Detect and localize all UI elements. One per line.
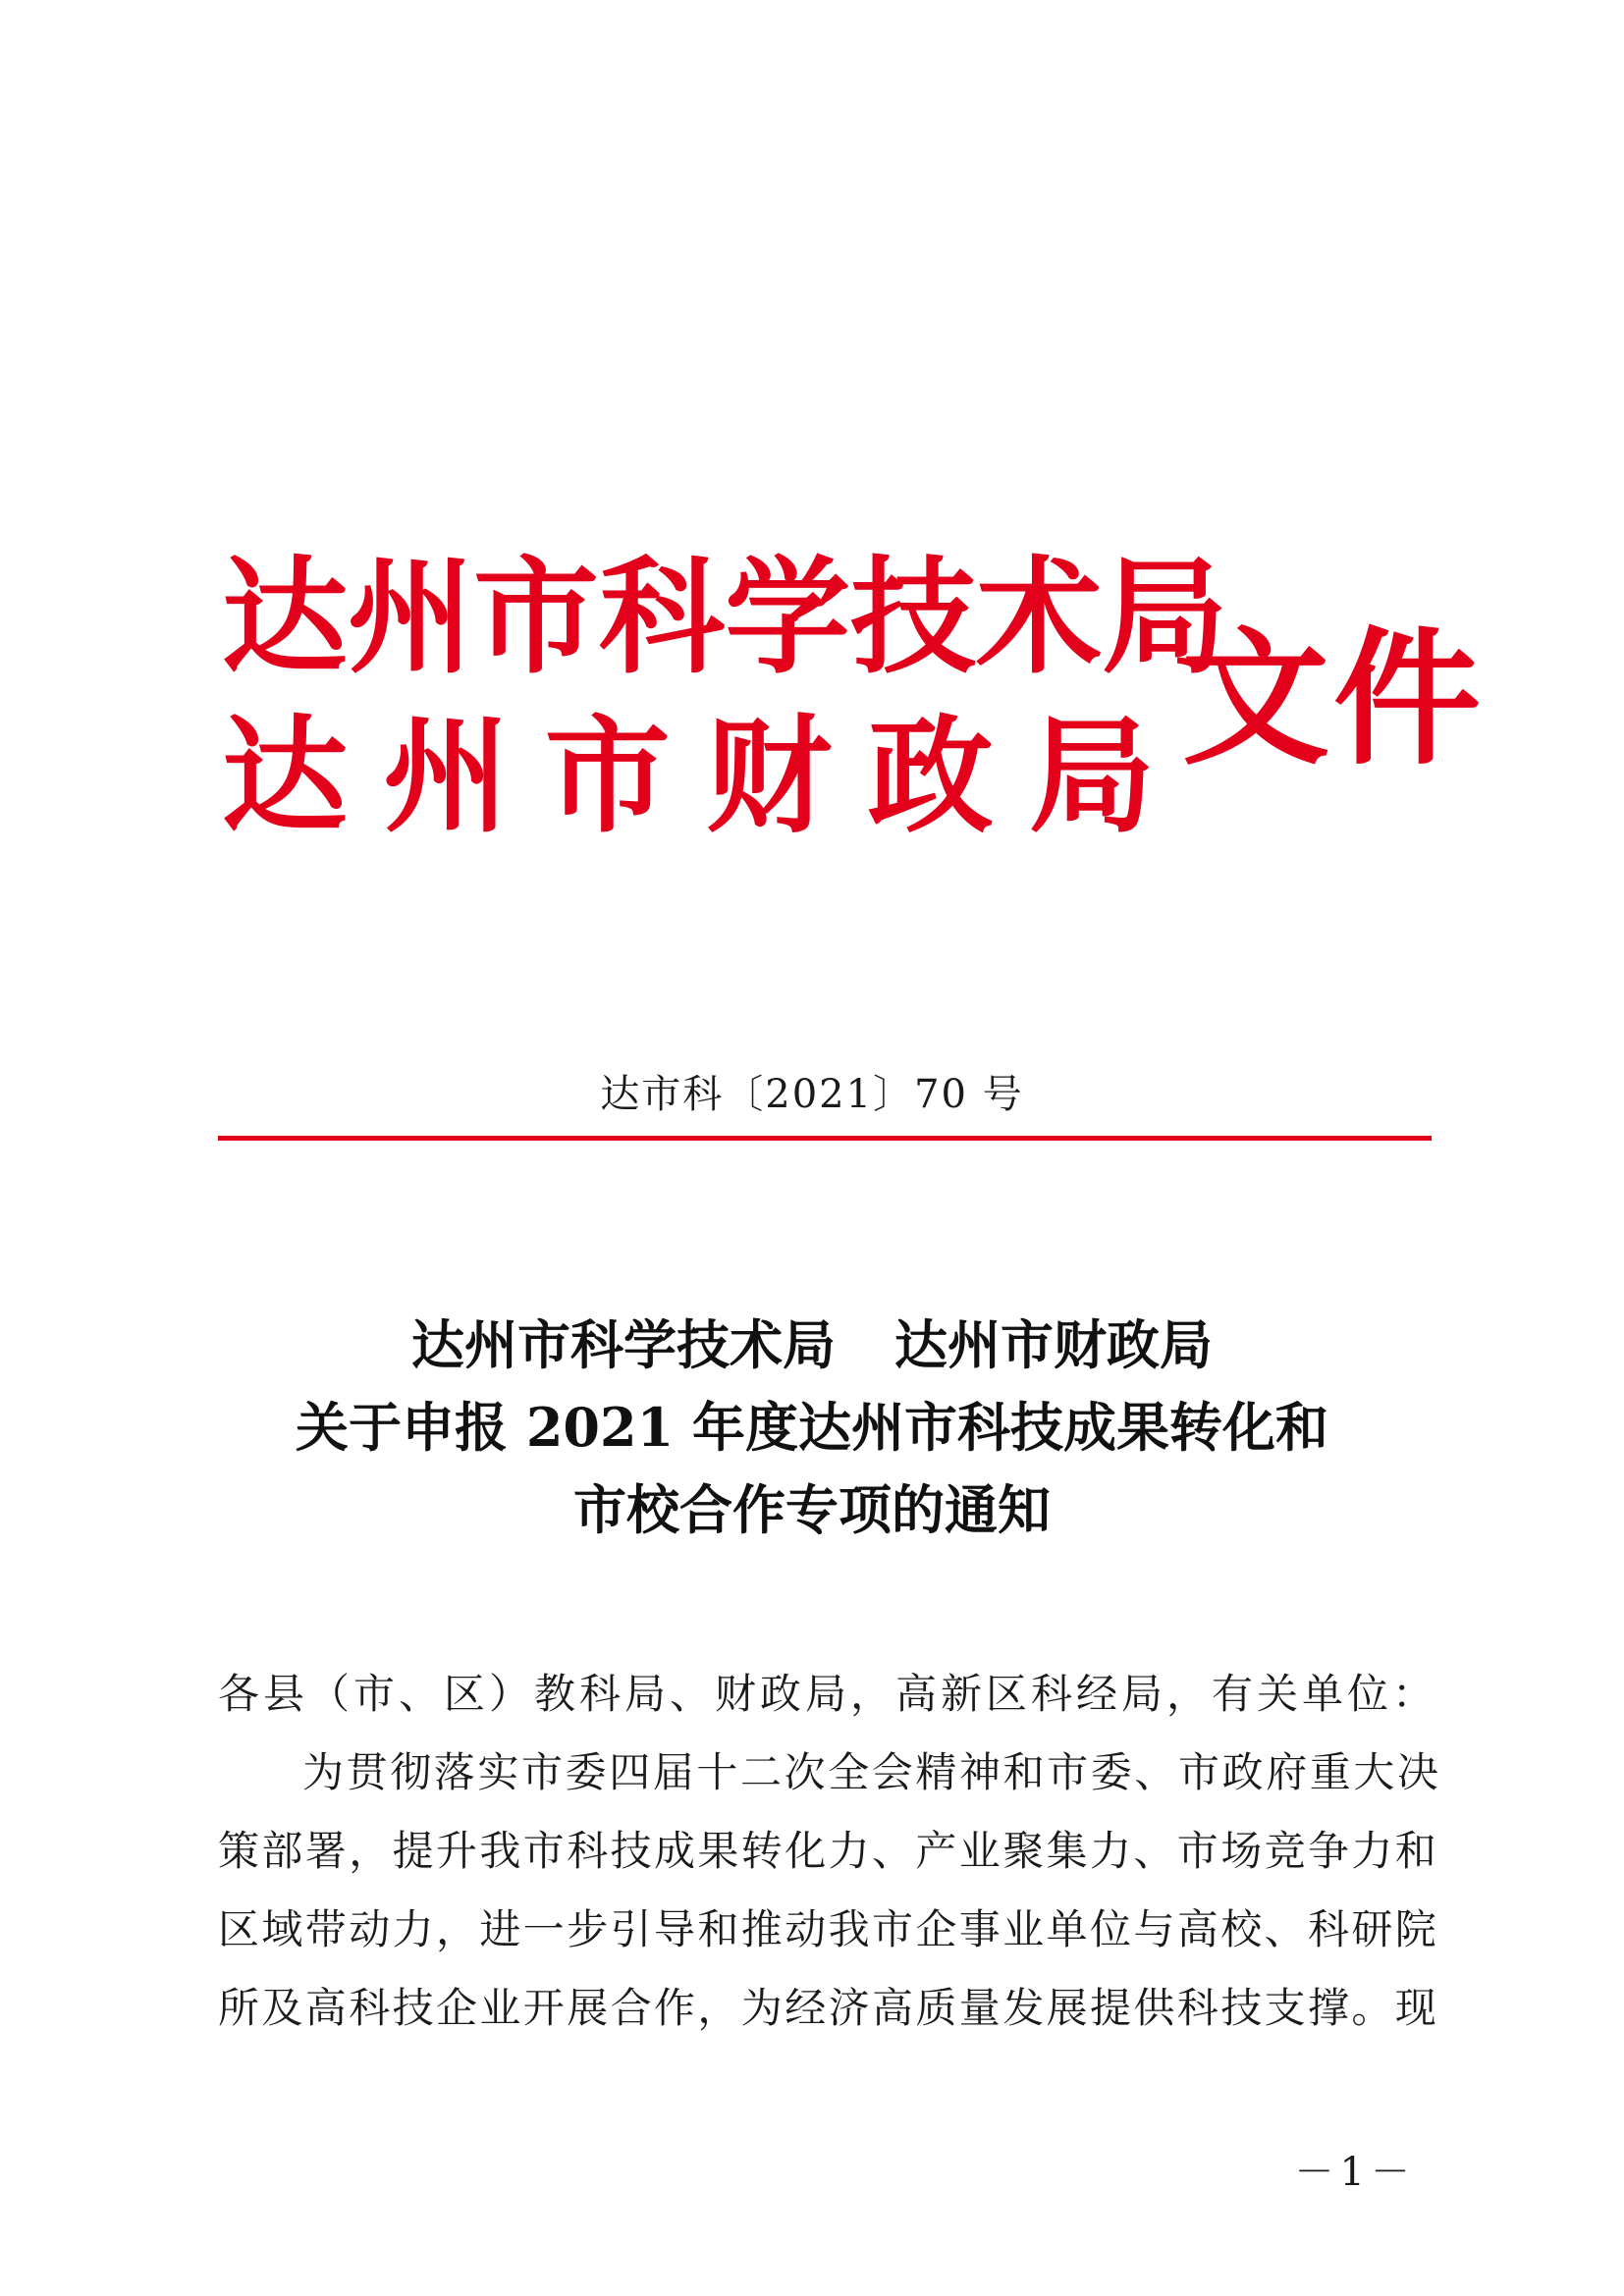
red-divider-line <box>218 1136 1432 1141</box>
page-number: －1－ <box>1294 2150 1416 2195</box>
document-number: 达市科〔2021〕70 号 <box>600 1072 1024 1117</box>
header-char: 局 <box>1028 704 1155 850</box>
header-char: 技 <box>850 545 977 691</box>
header-char: 局 <box>1102 545 1228 691</box>
document-title <box>0 1304 1624 1551</box>
salutation: 各县（市、区）教科局、财政局，高新区科经局，有关单位： <box>218 1670 1438 1718</box>
header-char: 州 <box>383 704 510 850</box>
header-char: 政 <box>867 704 994 850</box>
header-char: 达 <box>222 704 349 850</box>
title-issuer-b: 达州市财政局 <box>894 1313 1213 1376</box>
header-document-suffix: 文件 <box>1182 614 1486 785</box>
title-line-1 <box>0 1304 1624 1386</box>
red-header <box>222 545 1486 883</box>
issuer-line-science-bureau <box>222 545 1228 691</box>
header-char: 学 <box>725 545 851 691</box>
title-issuer-a: 达州市科学技术局 <box>411 1313 836 1376</box>
issuer-line-finance-bureau <box>222 704 1155 850</box>
title-line-2: 关于申报 2021 年度达州市科技成果转化和 <box>296 1396 1328 1459</box>
header-char: 科 <box>599 545 726 691</box>
header-char: 市 <box>544 704 671 850</box>
header-char: 术 <box>976 545 1103 691</box>
header-char: 市 <box>473 545 600 691</box>
title-line-3: 市校合作专项的通知 <box>573 1478 1051 1541</box>
paragraph-line: 策部署，提升我市科技成果转化力、产业聚集力、市场竞争力和 <box>218 1827 1439 1875</box>
document-body <box>218 1655 1441 2048</box>
paragraph-line: 区域带动力，进一步引导和推动我市企事业单位与高校、科研院 <box>218 1905 1439 1953</box>
paragraph-line: 为贯彻落实市委四届十二次全会精神和市委、市政府重大决 <box>302 1748 1441 1796</box>
header-char: 财 <box>706 704 833 850</box>
header-char: 州 <box>348 545 474 691</box>
paragraph-line: 所及高科技企业开展合作，为经济高质量发展提供科技支撑。现 <box>218 1984 1439 2032</box>
header-char: 达 <box>222 545 349 691</box>
